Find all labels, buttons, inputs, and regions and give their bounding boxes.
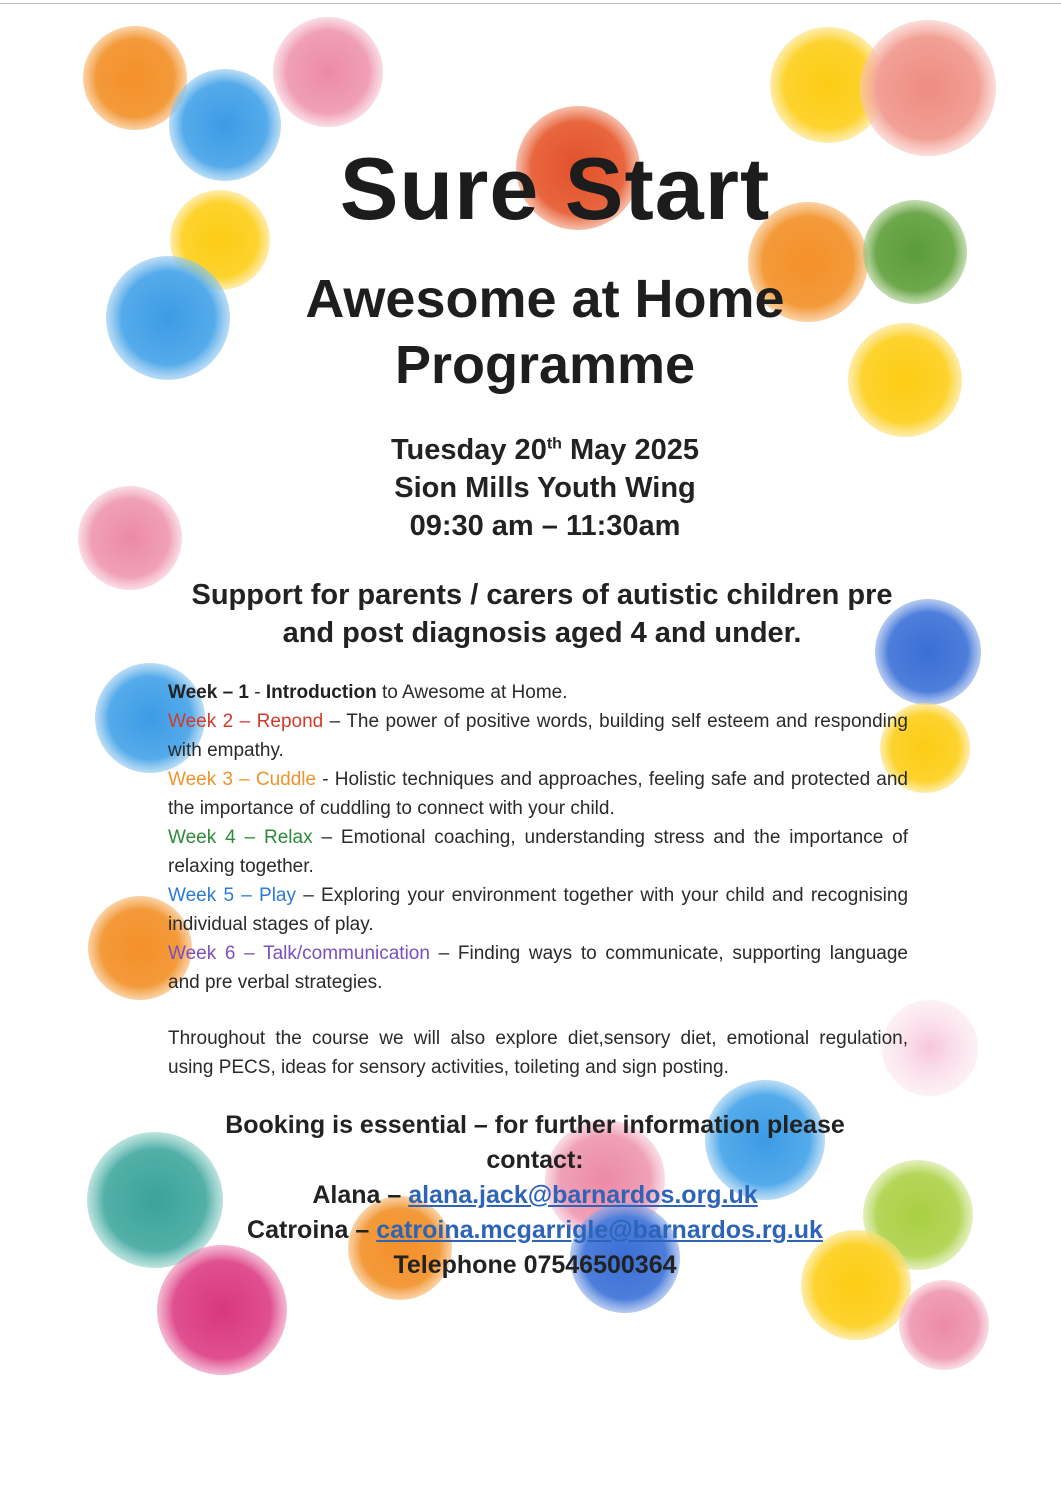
booking-line-2: contact: (486, 1146, 584, 1174)
week-item (168, 939, 908, 997)
support-line-1: Support for parents / carers of autistic children pre (191, 579, 893, 611)
email-link-catroina[interactable]: catroina.mcgarrigle@barnardos.rg.uk (376, 1216, 823, 1244)
pink-dot (78, 486, 182, 590)
course-topics-paragraph: Throughout the course we will also explore diet,sensory diet, emotional regulation, using PECS, ideas for sensory activities, toileting and sign posting. (168, 1028, 908, 1078)
event-venue: Sion Mills Youth Wing (394, 471, 696, 504)
week-label: Week 3 – Cuddle (168, 769, 317, 790)
week-item (168, 881, 908, 939)
week-label: Week – 1 (168, 682, 249, 703)
week-description: – Emotional coaching, understanding stress and the importance of relaxing together. (168, 827, 908, 877)
subtitle-line-2: Programme (394, 335, 696, 395)
booking-line-1: Booking is essential – for further information please (225, 1111, 845, 1139)
contact-alana (170, 1178, 900, 1213)
support-line-2: and post diagnosis aged 4 and under. (282, 617, 802, 649)
contact-name: Alana – (312, 1181, 409, 1209)
week-description: to Awesome at Home. (376, 682, 568, 703)
event-date-suffix: th (546, 435, 562, 452)
pink-dot (899, 1280, 989, 1370)
event-time: 09:30 am – 11:30am (409, 509, 681, 542)
week-description: - Holistic techniques and approaches, feeling safe and protected and the importance of cuddling to connect with your child. (168, 769, 909, 819)
week-label: Week 2 – Repond (168, 711, 324, 732)
green-dot (863, 200, 967, 304)
programme-subtitle (250, 266, 840, 398)
yellow-dot (848, 323, 962, 437)
email-link-alana[interactable]: alana.jack@barnardos.org.uk (408, 1181, 758, 1209)
week-item (168, 707, 908, 765)
week-description: – Finding ways to communicate, supporting language and pre verbal strategies. (168, 943, 908, 993)
event-date (391, 434, 699, 466)
pink-dot (273, 17, 383, 127)
week-description: – The power of positive words, building self esteem and responding with empathy. (168, 711, 908, 761)
week-item (168, 823, 908, 881)
telephone-number: Telephone 07546500364 (393, 1251, 677, 1279)
support-statement (170, 576, 914, 652)
contact-name: Catroina – (247, 1216, 377, 1244)
week-item (168, 765, 908, 823)
title-sure-start: Sure Start (339, 139, 771, 238)
event-date-month-year: May 2025 (561, 433, 699, 466)
contact-catroina (170, 1213, 900, 1248)
booking-contact (170, 1108, 900, 1283)
event-date-day: Tuesday 20 (391, 433, 547, 466)
subtitle-line-1: Awesome at Home (305, 269, 785, 329)
week-item (168, 678, 908, 707)
week-label: Week 6 – Talk/communication (168, 943, 430, 964)
blue-dot (169, 69, 281, 181)
week-label: Week 4 – Relax (168, 827, 313, 848)
week-separator: - (248, 682, 266, 703)
event-details (330, 425, 760, 545)
week-label: Week 5 – Play (168, 885, 297, 906)
blue-dot (106, 256, 230, 380)
salmon-dot (860, 20, 996, 156)
weekly-schedule (168, 678, 908, 997)
week-description: – Exploring your environment together with your child and recognising individual stages of play. (168, 885, 909, 935)
week-topic: Introduction (265, 682, 377, 703)
